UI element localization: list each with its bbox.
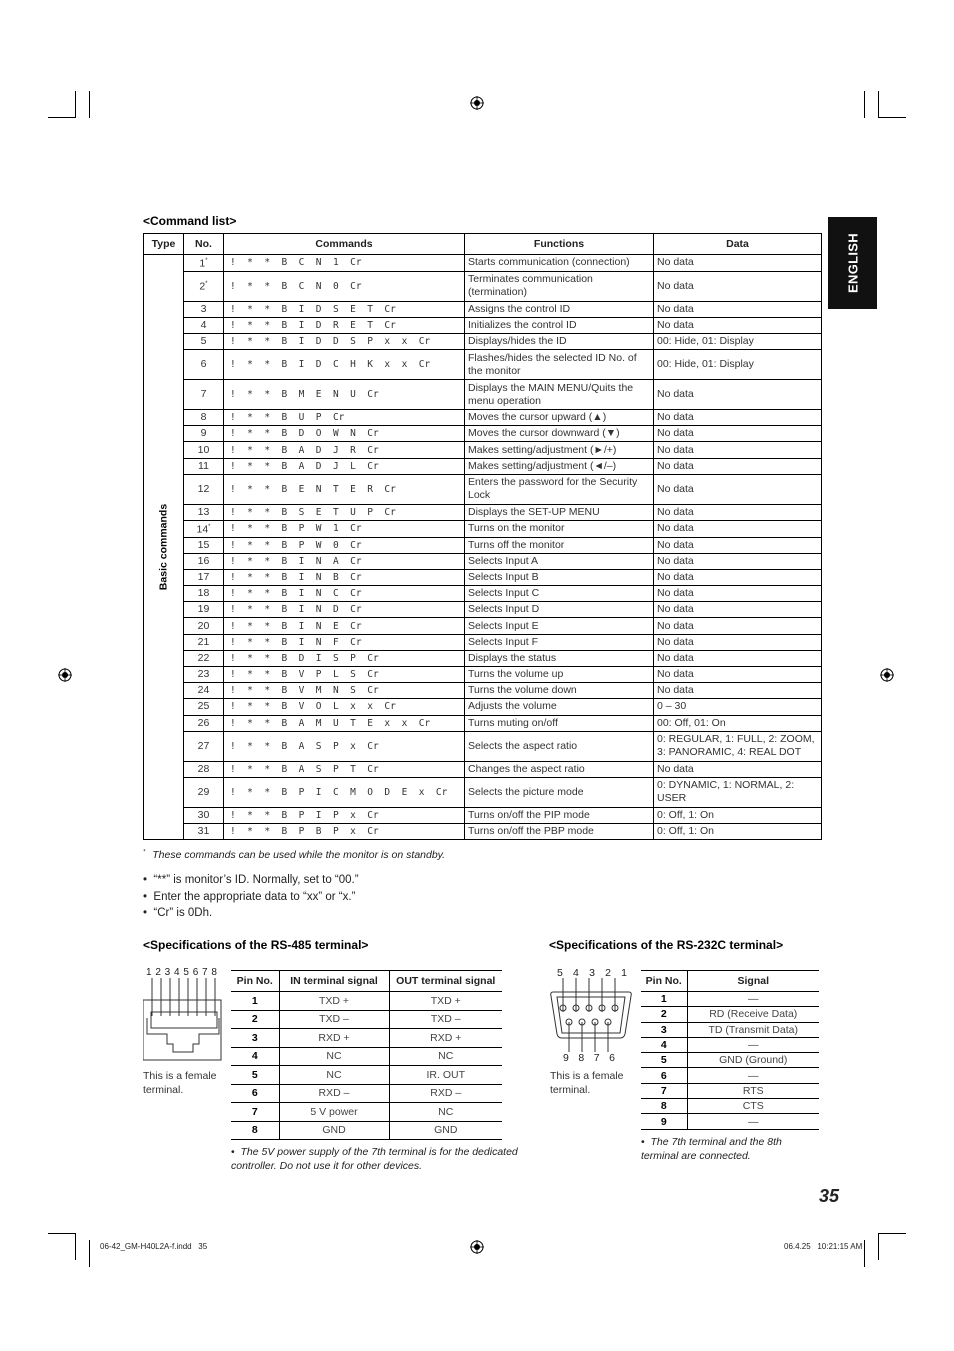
standby-mark: * bbox=[205, 281, 208, 288]
function-text: Flashes/hides the selected ID No. of the monitor bbox=[465, 350, 654, 380]
function-text: Displays the status bbox=[465, 650, 654, 666]
pin-signal: — bbox=[687, 1068, 819, 1083]
rs232c-top-pins: 5 4 3 2 1 bbox=[557, 967, 627, 979]
table-row bbox=[144, 761, 822, 777]
data-text: No data bbox=[654, 380, 822, 410]
row-number: 1* bbox=[184, 255, 224, 272]
rs485-connector-icon bbox=[143, 978, 223, 1062]
rs232c-connector-icon bbox=[549, 978, 633, 1052]
function-text: Selects Input E bbox=[465, 618, 654, 634]
command-string: ! * * B I N E Cr bbox=[224, 618, 465, 634]
rs485-pin-numbers: 1 2 3 4 5 6 7 8 bbox=[146, 967, 218, 978]
pin-signal: — bbox=[687, 1037, 819, 1052]
function-text: Enters the password for the Security Lock bbox=[465, 474, 654, 504]
data-text: No data bbox=[654, 271, 822, 301]
table-row bbox=[144, 569, 822, 585]
row-number: 20 bbox=[184, 618, 224, 634]
table-row bbox=[641, 1114, 819, 1129]
pin-signal: CTS bbox=[687, 1099, 819, 1114]
command-table-header bbox=[144, 234, 822, 255]
pin-signal: RXD – bbox=[279, 1084, 389, 1103]
function-text: Turns on/off the PBP mode bbox=[465, 824, 654, 840]
pin-signal: NC bbox=[279, 1047, 389, 1066]
pin-number: 2 bbox=[641, 1007, 687, 1022]
row-number: 5 bbox=[184, 333, 224, 349]
table-row bbox=[144, 667, 822, 683]
row-number: 23 bbox=[184, 667, 224, 683]
rs485-note: • The 5V power supply of the 7th terminal is for the dedicated controller. Do not use it for other devices. bbox=[231, 1146, 518, 1172]
header-in-signal: IN terminal signal bbox=[279, 971, 389, 992]
command-string: ! * * B I D D S P x x Cr bbox=[224, 333, 465, 349]
table-row bbox=[641, 1037, 819, 1052]
pin-signal: IR. OUT bbox=[389, 1066, 502, 1085]
footer-file-name: 06-42_GM-H40L2A-f.indd 35 bbox=[100, 1242, 208, 1251]
header-commands: Commands bbox=[224, 234, 465, 255]
pin-signal: RXD + bbox=[389, 1029, 502, 1048]
row-number: 4 bbox=[184, 317, 224, 333]
language-side-tab bbox=[828, 217, 877, 309]
command-string: ! * * B I D S E T Cr bbox=[224, 301, 465, 317]
data-text: No data bbox=[654, 504, 822, 520]
command-string: ! * * B P I P x Cr bbox=[224, 807, 465, 823]
pin-signal: GND bbox=[389, 1121, 502, 1140]
pin-number: 8 bbox=[641, 1099, 687, 1114]
side-tab-label: ENGLISH bbox=[845, 233, 860, 293]
function-text: Terminates communication (termination) bbox=[465, 271, 654, 301]
command-string: ! * * B P W 0 Cr bbox=[224, 537, 465, 553]
command-table bbox=[143, 233, 822, 840]
table-row bbox=[641, 1007, 819, 1022]
list-item: • Enter the appropriate data to “xx” or “x.” bbox=[143, 890, 356, 903]
pin-signal: GND (Ground) bbox=[687, 1053, 819, 1068]
table-row bbox=[231, 1066, 502, 1085]
data-text: No data bbox=[654, 301, 822, 317]
table-row bbox=[144, 715, 822, 731]
footnote-text: These commands can be used while the monitor is on standby. bbox=[152, 849, 446, 861]
row-number: 21 bbox=[184, 634, 224, 650]
standby-mark: * bbox=[205, 258, 208, 264]
command-string: ! * * B I N B Cr bbox=[224, 569, 465, 585]
row-number: 17 bbox=[184, 569, 224, 585]
command-string: ! * * B C N 1 Cr bbox=[224, 255, 465, 272]
data-text: 0: DYNAMIC, 1: NORMAL, 2: USER bbox=[654, 777, 822, 807]
function-text: Displays/hides the ID bbox=[465, 333, 654, 349]
function-text: Moves the cursor upward (▲) bbox=[465, 410, 654, 426]
function-text: Selects Input C bbox=[465, 586, 654, 602]
command-string: ! * * B I D R E T Cr bbox=[224, 317, 465, 333]
data-text: No data bbox=[654, 683, 822, 699]
pin-signal: TXD – bbox=[279, 1010, 389, 1029]
table-row bbox=[144, 317, 822, 333]
data-text: 0: REGULAR, 1: FULL, 2: ZOOM, 3: PANORAMIC, 4: REAL DOT bbox=[654, 731, 822, 761]
table-row bbox=[144, 458, 822, 474]
standby-mark: * bbox=[208, 524, 211, 530]
pin-signal: NC bbox=[389, 1047, 502, 1066]
command-string: ! * * B U P Cr bbox=[224, 410, 465, 426]
table-row bbox=[144, 824, 822, 840]
command-string: ! * * B P I C M O D E x Cr bbox=[224, 777, 465, 807]
row-number: 30 bbox=[184, 807, 224, 823]
rs232c-bottom-pins: 9 8 7 6 bbox=[563, 1052, 615, 1064]
row-number: 6 bbox=[184, 350, 224, 380]
pin-number: 3 bbox=[231, 1029, 279, 1048]
header-data: Data bbox=[654, 234, 822, 255]
table-row bbox=[144, 618, 822, 634]
row-number: 13 bbox=[184, 504, 224, 520]
header-pin-no: Pin No. bbox=[231, 971, 279, 992]
pin-signal: NC bbox=[279, 1066, 389, 1085]
table-row bbox=[144, 380, 822, 410]
data-text: 00: Off, 01: On bbox=[654, 715, 822, 731]
command-string: ! * * B C N 0 Cr bbox=[224, 271, 465, 301]
pin-signal: 5 V power bbox=[279, 1103, 389, 1122]
command-string: ! * * B I N C Cr bbox=[224, 586, 465, 602]
table-row bbox=[144, 683, 822, 699]
rs232c-table-header bbox=[641, 971, 819, 992]
command-string: ! * * B I D C H K x x Cr bbox=[224, 350, 465, 380]
data-text: No data bbox=[654, 634, 822, 650]
header-out-signal: OUT terminal signal bbox=[389, 971, 502, 992]
pin-signal: RD (Receive Data) bbox=[687, 1007, 819, 1022]
table-row bbox=[641, 1068, 819, 1083]
command-notes-list bbox=[143, 872, 359, 922]
standby-footnote bbox=[143, 849, 445, 861]
command-string: ! * * B I N F Cr bbox=[224, 634, 465, 650]
pin-number: 5 bbox=[641, 1053, 687, 1068]
pin-signal: RXD + bbox=[279, 1029, 389, 1048]
table-row bbox=[144, 350, 822, 380]
function-text: Adjusts the volume bbox=[465, 699, 654, 715]
data-text: No data bbox=[654, 618, 822, 634]
pin-signal: TXD – bbox=[389, 1010, 502, 1029]
data-text: No data bbox=[654, 761, 822, 777]
pin-signal: RXD – bbox=[389, 1084, 502, 1103]
pin-number: 7 bbox=[641, 1083, 687, 1098]
rs485-table-header bbox=[231, 971, 502, 992]
row-number: 27 bbox=[184, 731, 224, 761]
row-number: 2* bbox=[184, 271, 224, 301]
row-number: 19 bbox=[184, 602, 224, 618]
function-text: Moves the cursor downward (▼) bbox=[465, 426, 654, 442]
rs485-pin-table bbox=[231, 970, 502, 1140]
table-row bbox=[144, 333, 822, 349]
command-string: ! * * B P W 1 Cr bbox=[224, 521, 465, 538]
pin-signal: GND bbox=[279, 1121, 389, 1140]
pin-signal: TD (Transmit Data) bbox=[687, 1022, 819, 1037]
row-number: 16 bbox=[184, 553, 224, 569]
data-text: No data bbox=[654, 521, 822, 538]
table-row bbox=[144, 777, 822, 807]
data-text: No data bbox=[654, 586, 822, 602]
data-text: No data bbox=[654, 317, 822, 333]
pin-signal: — bbox=[687, 1114, 819, 1129]
function-text: Turns on/off the PIP mode bbox=[465, 807, 654, 823]
pin-number: 1 bbox=[231, 992, 279, 1011]
row-number: 15 bbox=[184, 537, 224, 553]
table-row bbox=[641, 1053, 819, 1068]
table-row bbox=[144, 442, 822, 458]
row-number: 29 bbox=[184, 777, 224, 807]
row-number: 7 bbox=[184, 380, 224, 410]
command-string: ! * * B A D J R Cr bbox=[224, 442, 465, 458]
table-row bbox=[641, 1099, 819, 1114]
pin-number: 8 bbox=[231, 1121, 279, 1140]
data-text: 00: Hide, 01: Display bbox=[654, 333, 822, 349]
data-text: No data bbox=[654, 458, 822, 474]
table-row bbox=[144, 271, 822, 301]
command-string: ! * * B I N D Cr bbox=[224, 602, 465, 618]
registration-mark-icon bbox=[470, 96, 484, 110]
table-row bbox=[144, 650, 822, 666]
row-number: 31 bbox=[184, 824, 224, 840]
function-text: Turns on the monitor bbox=[465, 521, 654, 538]
command-string: ! * * B D I S P Cr bbox=[224, 650, 465, 666]
rs232c-note: • The 7th terminal and the 8th terminal are connected. bbox=[641, 1136, 782, 1162]
row-number: 14* bbox=[184, 521, 224, 538]
pin-number: 9 bbox=[641, 1114, 687, 1129]
data-text: No data bbox=[654, 410, 822, 426]
pin-number: 2 bbox=[231, 1010, 279, 1029]
header-pin-no: Pin No. bbox=[641, 971, 687, 992]
table-row bbox=[144, 255, 822, 272]
header-no: No. bbox=[184, 234, 224, 255]
function-text: Changes the aspect ratio bbox=[465, 761, 654, 777]
table-row bbox=[231, 992, 502, 1011]
command-string: ! * * B S E T U P Cr bbox=[224, 504, 465, 520]
row-number: 24 bbox=[184, 683, 224, 699]
table-row bbox=[144, 586, 822, 602]
pin-signal: NC bbox=[389, 1103, 502, 1122]
command-string: ! * * B V P L S Cr bbox=[224, 667, 465, 683]
table-row bbox=[144, 301, 822, 317]
type-cell bbox=[144, 255, 184, 840]
data-text: No data bbox=[654, 650, 822, 666]
data-text: No data bbox=[654, 569, 822, 585]
function-text: Selects Input A bbox=[465, 553, 654, 569]
table-row bbox=[231, 1121, 502, 1140]
command-string: ! * * B P B P x Cr bbox=[224, 824, 465, 840]
row-number: 18 bbox=[184, 586, 224, 602]
rs232c-caption: This is a female terminal. bbox=[550, 1070, 624, 1096]
function-text: Selects the aspect ratio bbox=[465, 731, 654, 761]
table-row bbox=[144, 553, 822, 569]
table-row bbox=[144, 699, 822, 715]
command-string: ! * * B A S P x Cr bbox=[224, 731, 465, 761]
command-string: ! * * B A D J L Cr bbox=[224, 458, 465, 474]
table-row bbox=[231, 1047, 502, 1066]
table-row bbox=[144, 537, 822, 553]
pin-number: 1 bbox=[641, 992, 687, 1007]
row-number: 3 bbox=[184, 301, 224, 317]
rs232c-pin-table bbox=[641, 970, 819, 1130]
row-number: 22 bbox=[184, 650, 224, 666]
pin-number: 6 bbox=[641, 1068, 687, 1083]
header-type: Type bbox=[144, 234, 184, 255]
header-functions: Functions bbox=[465, 234, 654, 255]
command-string: ! * * B A S P T Cr bbox=[224, 761, 465, 777]
function-text: Turns muting on/off bbox=[465, 715, 654, 731]
table-row bbox=[231, 1029, 502, 1048]
row-number: 8 bbox=[184, 410, 224, 426]
pin-signal: — bbox=[687, 992, 819, 1007]
function-text: Selects Input D bbox=[465, 602, 654, 618]
function-text: Turns the volume up bbox=[465, 667, 654, 683]
function-text: Displays the MAIN MENU/Quits the menu operation bbox=[465, 380, 654, 410]
page-number: 35 bbox=[819, 1186, 840, 1206]
row-number: 10 bbox=[184, 442, 224, 458]
data-text: 0: Off, 1: On bbox=[654, 824, 822, 840]
row-number: 12 bbox=[184, 474, 224, 504]
row-number: 28 bbox=[184, 761, 224, 777]
function-text: Assigns the control ID bbox=[465, 301, 654, 317]
table-row bbox=[641, 1083, 819, 1098]
table-row bbox=[144, 474, 822, 504]
rs232c-heading: <Specifications of the RS-232C terminal> bbox=[549, 938, 784, 952]
data-text: 00: Hide, 01: Display bbox=[654, 350, 822, 380]
rs485-caption: This is a female terminal. bbox=[143, 1070, 217, 1096]
table-row bbox=[144, 634, 822, 650]
table-row bbox=[231, 1010, 502, 1029]
data-text: No data bbox=[654, 667, 822, 683]
data-text: No data bbox=[654, 553, 822, 569]
footnote-mark: * bbox=[143, 849, 146, 856]
pin-number: 4 bbox=[641, 1037, 687, 1052]
data-text: No data bbox=[654, 442, 822, 458]
data-text: No data bbox=[654, 602, 822, 618]
pin-signal: TXD + bbox=[279, 992, 389, 1011]
command-string: ! * * B A M U T E x x Cr bbox=[224, 715, 465, 731]
function-text: Starts communication (connection) bbox=[465, 255, 654, 272]
table-row bbox=[144, 504, 822, 520]
table-row bbox=[144, 426, 822, 442]
table-row bbox=[641, 992, 819, 1007]
function-text: Makes setting/adjustment (◄/–) bbox=[465, 458, 654, 474]
function-text: Selects Input F bbox=[465, 634, 654, 650]
function-text: Turns the volume down bbox=[465, 683, 654, 699]
command-string: ! * * B V O L x x Cr bbox=[224, 699, 465, 715]
list-item: • “**” is monitor’s ID. Normally, set to “00.” bbox=[143, 874, 359, 886]
table-row bbox=[144, 410, 822, 426]
row-number: 26 bbox=[184, 715, 224, 731]
data-text: 0 – 30 bbox=[654, 699, 822, 715]
data-text: No data bbox=[654, 426, 822, 442]
command-string: ! * * B D O W N Cr bbox=[224, 426, 465, 442]
data-text: No data bbox=[654, 474, 822, 504]
registration-mark-icon bbox=[880, 668, 894, 682]
pin-number: 6 bbox=[231, 1084, 279, 1103]
function-text: Initializes the control ID bbox=[465, 317, 654, 333]
table-row bbox=[144, 731, 822, 761]
command-string: ! * * B V M N S Cr bbox=[224, 683, 465, 699]
type-label: Basic commands bbox=[157, 503, 169, 591]
list-item: • “Cr” is 0Dh. bbox=[143, 907, 213, 919]
pin-signal: RTS bbox=[687, 1083, 819, 1098]
function-text: Selects the picture mode bbox=[465, 777, 654, 807]
command-string: ! * * B E N T E R Cr bbox=[224, 474, 465, 504]
pin-number: 3 bbox=[641, 1022, 687, 1037]
function-text: Displays the SET-UP MENU bbox=[465, 504, 654, 520]
row-number: 9 bbox=[184, 426, 224, 442]
table-row bbox=[144, 602, 822, 618]
data-text: No data bbox=[654, 537, 822, 553]
registration-mark-icon bbox=[58, 668, 72, 682]
pin-number: 5 bbox=[231, 1066, 279, 1085]
function-text: Turns off the monitor bbox=[465, 537, 654, 553]
command-string: ! * * B M E N U Cr bbox=[224, 380, 465, 410]
pin-signal: TXD + bbox=[389, 992, 502, 1011]
data-text: 0: Off, 1: On bbox=[654, 807, 822, 823]
table-row bbox=[144, 521, 822, 538]
header-signal: Signal bbox=[687, 971, 819, 992]
pin-number: 7 bbox=[231, 1103, 279, 1122]
table-row bbox=[144, 807, 822, 823]
command-string: ! * * B I N A Cr bbox=[224, 553, 465, 569]
table-row bbox=[231, 1084, 502, 1103]
row-number: 25 bbox=[184, 699, 224, 715]
pin-number: 4 bbox=[231, 1047, 279, 1066]
table-row bbox=[231, 1103, 502, 1122]
rs485-heading: <Specifications of the RS-485 terminal> bbox=[143, 938, 369, 952]
command-list-heading: <Command list> bbox=[143, 214, 237, 228]
function-text: Makes setting/adjustment (►/+) bbox=[465, 442, 654, 458]
footer-timestamp: 06.4.25 10:21:15 AM bbox=[784, 1242, 863, 1251]
registration-mark-icon bbox=[470, 1240, 484, 1254]
table-row bbox=[641, 1022, 819, 1037]
data-text: No data bbox=[654, 255, 822, 272]
row-number: 11 bbox=[184, 458, 224, 474]
function-text: Selects Input B bbox=[465, 569, 654, 585]
